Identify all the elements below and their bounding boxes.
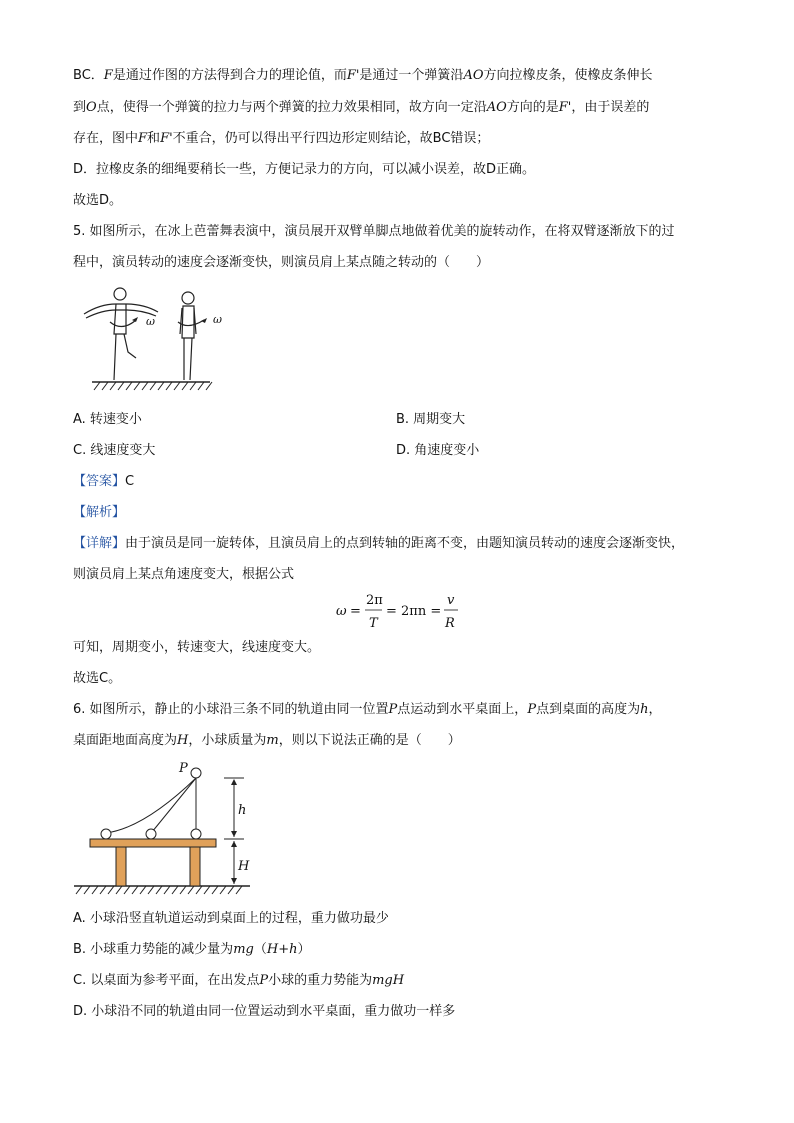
analysis-line-4: D．拉橡皮条的细绳要稍长一些，方便记录力的方向，可以减小误差，故D正确。 xyxy=(73,162,536,177)
q5-answer: 【答案】C xyxy=(73,474,135,489)
analysis-line-1: BC．F是通过作图的方法得到合力的理论值，而F'是通过一个弹簧沿AO方向拉橡皮条，使橡皮条伸长 xyxy=(73,68,653,83)
q6-option-d: D. 小球沿不同的轨道由同一位置运动到水平桌面，重力做功一样多 xyxy=(73,1004,456,1019)
q6-label-H: H xyxy=(238,859,250,874)
svg-text:ω: ω xyxy=(336,604,347,619)
answer-tag: 【答案】 xyxy=(73,474,126,489)
detail-tag: 【详解】 xyxy=(73,536,126,551)
svg-text:2π: 2π xyxy=(366,593,383,608)
svg-text:=: = xyxy=(350,604,361,619)
q5-option-a: A. 转速变小 xyxy=(73,412,142,427)
q6-option-c: C. 以桌面为参考平面，在出发点P小球的重力势能为mgH xyxy=(73,973,405,988)
q5-omega-label-1: ω xyxy=(146,315,155,328)
q5-stem-line-2: 程中，演员转动的速度会逐渐变快，则演员肩上某点随之转动的（ ） xyxy=(73,255,490,270)
q6-stem-line-2: 桌面距地面高度为H，小球质量为m，则以下说法正确的是（ ） xyxy=(73,733,461,748)
q6-option-b: B. 小球重力势能的减少量为mg（H+h） xyxy=(73,942,311,957)
q5-detail-line-2: 则演员肩上某点角速度变大，根据公式 xyxy=(73,567,295,582)
q6-option-a: A. 小球沿竖直轨道运动到桌面上的过程，重力做功最少 xyxy=(73,911,389,926)
q5-option-b: B. 周期变大 xyxy=(396,412,466,427)
q5-analysis-tag: 【解析】 xyxy=(73,505,126,520)
q5-option-d: D. 角速度变小 xyxy=(396,443,480,458)
q6-label-h: h xyxy=(238,803,247,818)
q6-label-p: P xyxy=(179,761,188,776)
q6-stem-line-1: 6. 如图所示，静止的小球沿三条不同的轨道由同一位置P点运动到水平桌面上，P点到桌面的高度为h， xyxy=(73,702,662,717)
q6-track-figure xyxy=(72,758,262,900)
svg-text:= 2πn =: = 2πn = xyxy=(386,604,442,619)
analysis-line-3: 存在，图中F和F'不重合，仍可以得出平行四边形定则结论，故BC错误； xyxy=(73,131,490,146)
svg-text:v: v xyxy=(447,593,455,608)
q5-conclusion: 可知，周期变小，转速变大，线速度变大。 xyxy=(73,640,321,655)
analysis-line-2: 到O点，使得一个弹簧的拉力与两个弹簧的拉力效果相同，故方向一定沿AO方向的是F'，由于误差的 xyxy=(73,100,650,115)
analysis-choice: 故选D。 xyxy=(73,193,123,208)
q5-omega-label-2: ω xyxy=(213,313,222,326)
q5-choice: 故选C。 xyxy=(73,671,122,686)
q5-stem-line-1: 5. 如图所示，在冰上芭蕾舞表演中，演员展开双臂单脚点地做着优美的旋转动作，在将双臂逐渐放下的过 xyxy=(73,224,675,239)
svg-text:T: T xyxy=(369,616,378,631)
q5-skater-figure xyxy=(80,282,230,394)
q5-detail-line-1: 【详解】由于演员是同一旋转体，且演员肩上的点到转轴的距离不变，由题知演员转动的速度会逐渐变快， xyxy=(73,536,685,551)
q5-formula xyxy=(336,589,466,633)
svg-text:R: R xyxy=(445,616,455,631)
q5-option-c: C. 线速度变大 xyxy=(73,443,156,458)
